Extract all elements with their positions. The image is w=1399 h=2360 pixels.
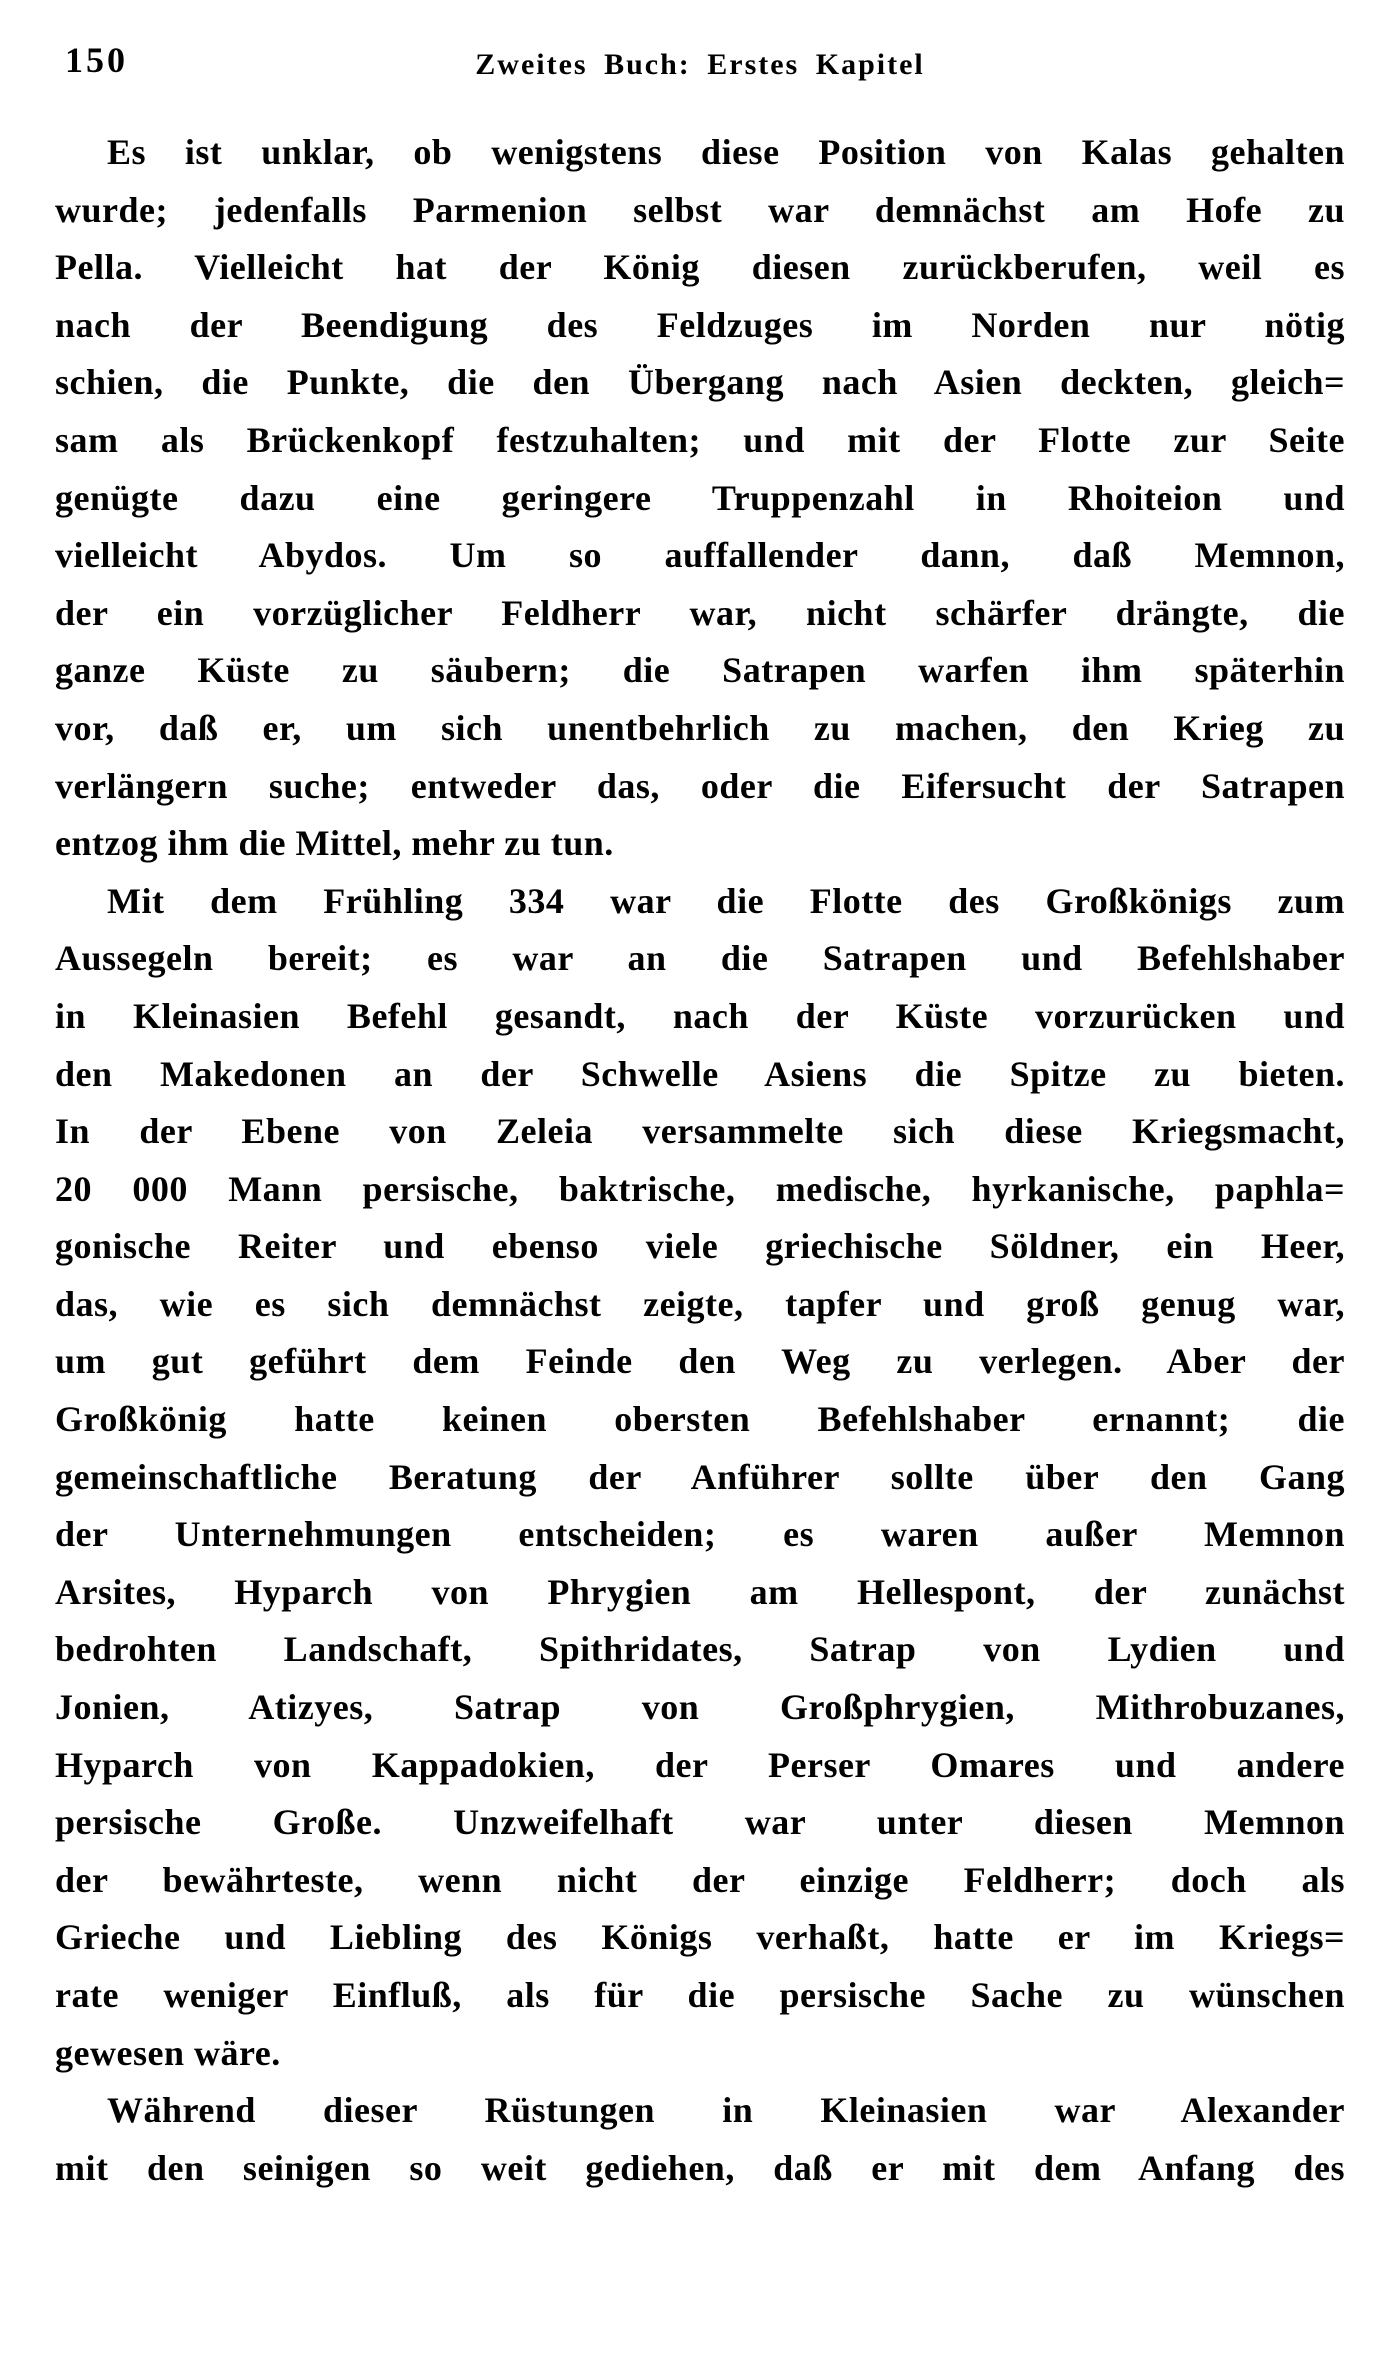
text-line: um gut geführt dem Feinde den Weg zu verlegen. Aber der (55, 1341, 1345, 1382)
text-line: Pella. Vielleicht hat der König diesen zurückberufen, weil es (55, 247, 1345, 288)
page-number: 150 (65, 40, 128, 80)
text-line: der bewährteste, wenn nicht der einzige Feldherr; doch als (55, 1859, 1345, 1900)
text-line: schien, die Punkte, die den Übergang nach Asien deckten, gleich= (55, 362, 1345, 403)
text-line: der ein vorzüglicher Feldherr war, nicht schärfer drängte, die (55, 592, 1345, 633)
text-line: entzog ihm die Mittel, mehr zu tun. (55, 823, 614, 864)
text-line: genügte dazu eine geringere Truppenzahl in Rhoiteion und (55, 477, 1345, 518)
text-line: der Unternehmungen entscheiden; es waren außer Memnon (55, 1514, 1345, 1555)
text-line: Hyparch von Kappadokien, der Perser Omares und andere (55, 1744, 1345, 1785)
text-line: sam als Brückenkopf festzuhalten; und mit der Flotte zur Seite (55, 419, 1345, 460)
text-line: persische Große. Unzweifelhaft war unter diesen Memnon (55, 1802, 1345, 1843)
text-line: Es ist unklar, ob wenigstens diese Position von Kalas gehalten (107, 132, 1345, 172)
text-line: vor, daß er, um sich unentbehrlich zu machen, den Krieg zu (55, 707, 1345, 748)
paragraph (55, 873, 1345, 2082)
text-line: den Makedonen an der Schwelle Asiens die Spitze zu bieten. (55, 1053, 1345, 1094)
running-header: Zweites Buch: Erstes Kapitel (475, 48, 925, 81)
text-line: verlängern suche; entweder das, oder die Eifersucht der Satrapen (55, 765, 1345, 806)
text-line: Großkönig hatte keinen obersten Befehlshaber ernannt; die (55, 1399, 1345, 1440)
text-line: in Kleinasien Befehl gesandt, nach der Küste vorzurücken und (55, 995, 1345, 1036)
text-line: bedrohten Landschaft, Spithridates, Satrap von Lydien und (55, 1629, 1345, 1670)
paragraph (55, 124, 1345, 873)
text-line: 20 000 Mann persische, baktrische, medische, hyrkanische, paphla= (55, 1168, 1345, 1209)
text-line: Während dieser Rüstungen in Kleinasien war Alexander (107, 2090, 1345, 2131)
page-body (55, 124, 1345, 2197)
text-line: mit den seinigen so weit gediehen, daß er mit dem Anfang des (55, 2147, 1345, 2188)
text-line: nach der Beendigung des Feldzuges im Norden nur nötig (55, 304, 1345, 345)
text-line: gonische Reiter und ebenso viele griechische Söldner, ein Heer, (55, 1226, 1345, 1267)
text-line: Jonien, Atizyes, Satrap von Großphrygien, Mithrobuzanes, (55, 1687, 1345, 1728)
text-line: das, wie es sich demnächst zeigte, tapfer und groß genug war, (55, 1283, 1345, 1324)
page-header-row (55, 36, 1345, 94)
text-line: Grieche und Liebling des Königs verhaßt, hatte er im Kriegs= (55, 1917, 1345, 1958)
paragraph (55, 2082, 1345, 2197)
text-line: gemeinschaftliche Beratung der Anführer sollte über den Gang (55, 1456, 1345, 1497)
text-line: Arsites, Hyparch von Phrygien am Hellespont, der zunächst (55, 1571, 1345, 1612)
text-line: ganze Küste zu säubern; die Satrapen warfen ihm späterhin (55, 650, 1345, 691)
text-line: Aussegeln bereit; es war an die Satrapen und Befehlshaber (55, 938, 1345, 979)
text-line: wurde; jedenfalls Parmenion selbst war demnächst am Hofe zu (55, 189, 1345, 230)
text-line: gewesen wäre. (55, 2032, 281, 2073)
text-line: rate weniger Einfluß, als für die persische Sache zu wünschen (55, 1975, 1345, 2015)
text-line: vielleicht Abydos. Um so auffallender dann, daß Memnon, (55, 535, 1345, 576)
text-line: In der Ebene von Zeleia versammelte sich diese Kriegsmacht, (55, 1111, 1345, 1152)
text-line: Mit dem Frühling 334 war die Flotte des Großkönigs zum (107, 880, 1345, 921)
